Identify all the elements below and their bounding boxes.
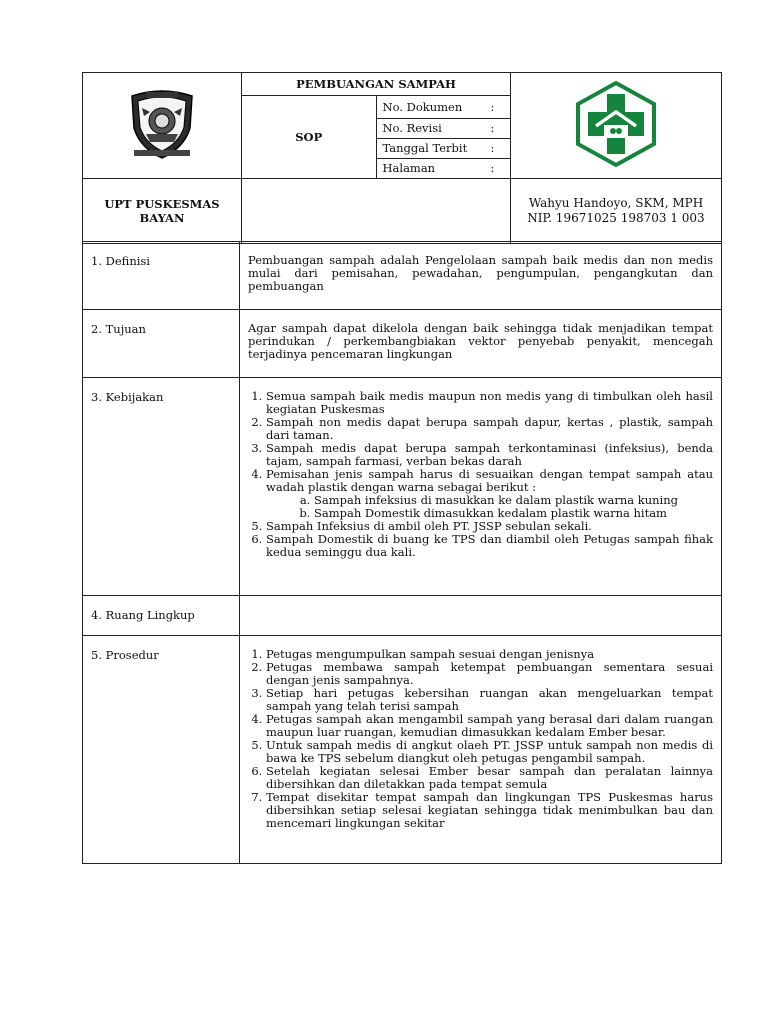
section-text: Pembuangan sampah adalah Pengelolaan sampah baik medis dan non medis mulai dari pemisahan, pewadahan, pengumpulan, pengangkutan dan pembuangan bbox=[240, 242, 722, 310]
list-item: 2. Petugas membawa sampah ketempat pembuangan sementara sesuai dengan jenis sampahnya. bbox=[266, 661, 713, 687]
list-item: 5. Untuk sampah medis di angkut olaeh PT. JSSP untuk sampah non medis di bawa ke TPS sebelum diangkut oleh petugas pengambil sampah. bbox=[266, 739, 713, 765]
organization-name bbox=[83, 179, 242, 244]
color-sublist bbox=[266, 494, 713, 520]
signer-nip: NIP. 19671025 198703 1 003 bbox=[527, 211, 705, 225]
meta-row bbox=[376, 119, 511, 139]
section-label: 4. Ruang Lingkup bbox=[83, 596, 240, 636]
document-title: PEMBUANGAN SAMPAH bbox=[242, 73, 511, 96]
meta-label: No. Dokumen bbox=[382, 99, 463, 114]
regional-emblem-icon bbox=[124, 88, 200, 160]
signer-name: Wahyu Handoyo, SKM, MPH bbox=[528, 196, 704, 210]
list-item: 7. Tempat disekitar tempat sampah dan lingkungan TPS Puskesmas harus dibersihkan setiap selesai kegiatan sehingga tidak menimbulkan bau dan mencemari lingkungan sekitar bbox=[266, 791, 713, 830]
section-text: Agar sampah dapat dikelola dengan baik sehingga tidak menjadikan tempat perindukan / perkembangbiakan vektor penyebab penyakit, mencegah terjadinya pencemaran lingkungan bbox=[240, 310, 722, 378]
puskesmas-logo-cell bbox=[511, 73, 722, 179]
list-item-text: Pemisahan jenis sampah harus di sesuaikan dengan tempat sampah atau wadah plastik dengan warna sebagai berikut : bbox=[266, 467, 713, 494]
list-item: 5. Sampah Infeksius di ambil oleh PT. JSSP sebulan sekali. bbox=[266, 520, 713, 533]
prosedur-list bbox=[248, 648, 713, 830]
signatory bbox=[511, 179, 722, 244]
list-item: 4. Petugas sampah akan mengambil sampah yang berasal dari dalam ruangan maupun luar ruangan, kemudian dimasukkan kedalam Ember besar. bbox=[266, 713, 713, 739]
section-ruang-lingkup bbox=[83, 596, 722, 636]
sublist-item: a. Sampah infeksius di masukkan ke dalam plastik warna kuning bbox=[314, 494, 713, 507]
list-item: 1. Semua sampah baik medis maupun non medis yang di timbulkan oleh hasil kegiatan Puskesmas bbox=[266, 390, 713, 416]
sop-label: SOP bbox=[242, 96, 377, 179]
section-tujuan bbox=[83, 310, 722, 378]
section-definisi bbox=[83, 242, 722, 310]
sop-header-table bbox=[82, 72, 722, 244]
meta-row bbox=[376, 96, 511, 119]
org-line: BAYAN bbox=[139, 211, 185, 225]
emblem-cell bbox=[83, 73, 242, 179]
sop-body-table bbox=[82, 241, 722, 864]
section-text bbox=[240, 596, 722, 636]
list-item: 6. Sampah Domestik di buang ke TPS dan diambil oleh Petugas sampah fihak kedua seminggu dua kali. bbox=[266, 533, 713, 559]
list-item: 3. Setiap hari petugas kebersihan ruangan akan mengeluarkan tempat sampah yang telah terisi sampah bbox=[266, 687, 713, 713]
section-label: 1. Definisi bbox=[83, 242, 240, 310]
org-line: UPT PUSKESMAS bbox=[104, 197, 220, 211]
meta-separator: : bbox=[490, 121, 495, 135]
section-kebijakan bbox=[83, 378, 722, 596]
meta-row bbox=[376, 139, 511, 159]
meta-separator: : bbox=[490, 141, 495, 155]
section-prosedur bbox=[83, 636, 722, 864]
sublist-item: b. Sampah Domestik dimasukkan kedalam plastik warna hitam bbox=[314, 507, 713, 520]
list-item: 1. Petugas mengumpulkan sampah sesuai dengan jenisnya bbox=[266, 648, 713, 661]
list-item bbox=[266, 468, 713, 520]
section-label: 5. Prosedur bbox=[83, 636, 240, 864]
meta-separator: : bbox=[490, 161, 495, 175]
meta-label: Halaman bbox=[382, 161, 436, 175]
empty-cell bbox=[242, 179, 511, 244]
section-label: 3. Kebijakan bbox=[83, 378, 240, 596]
section-label: 2. Tujuan bbox=[83, 310, 240, 378]
puskesmas-cross-icon bbox=[574, 80, 658, 168]
section-list-cell bbox=[240, 636, 722, 864]
meta-row bbox=[376, 159, 511, 179]
kebijakan-list bbox=[248, 390, 713, 559]
list-item: 2. Sampah non medis dapat berupa sampah dapur, kertas , plastik, sampah dari taman. bbox=[266, 416, 713, 442]
list-item: 3. Sampah medis dapat berupa sampah terkontaminasi (infeksius), benda tajam, sampah farmasi, verban bekas darah bbox=[266, 442, 713, 468]
list-item: 6. Setelah kegiatan selesai Ember besar sampah dan peralatan lainnya dibersihkan dan diletakkan pada tempat semula bbox=[266, 765, 713, 791]
meta-label: No. Revisi bbox=[382, 121, 442, 135]
section-list-cell bbox=[240, 378, 722, 596]
meta-label: Tanggal Terbit bbox=[382, 141, 468, 155]
meta-separator: : bbox=[490, 99, 495, 114]
